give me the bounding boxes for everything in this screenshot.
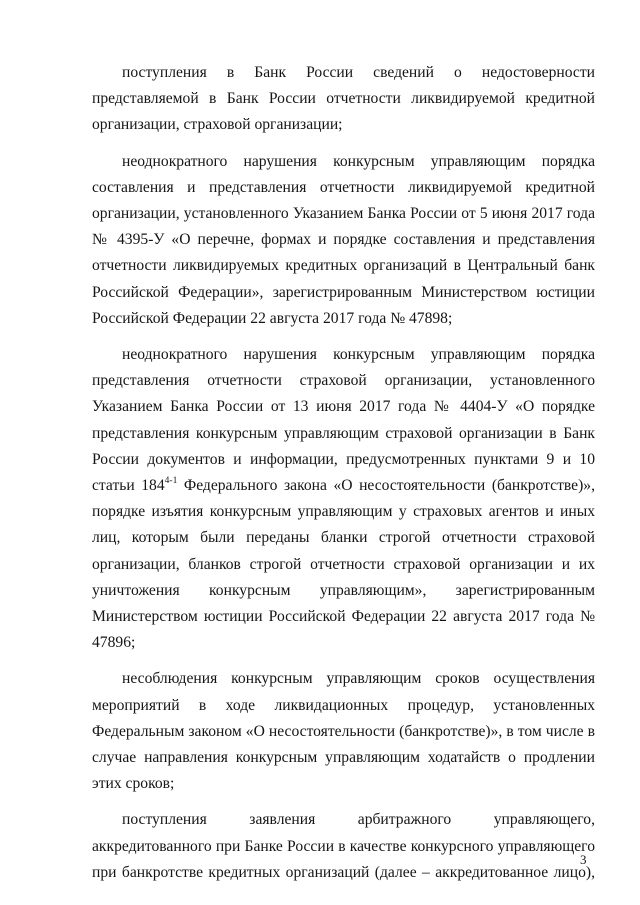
paragraph-3-before-superscript: неоднократного нарушения конкурсным управляющим порядка представления отчетности страховой организации, установленного Указанием Банка России от 13 июня 2017 года № 4404-У «О порядке представления конкурсным управляющим страховой организации в Банк России документов и информации, предусмотренных пунктами 9 и 10 статьи 184: [92, 346, 595, 495]
document-body: [92, 60, 595, 896]
paragraph-insurance-reporting-violation: [92, 342, 595, 656]
page-number: 3: [580, 852, 587, 867]
paragraph-manager-application: поступления заявления арбитражного управляющего, аккредитованного при Банке России в качестве конкурсного управляющего при банкротстве кредитных организаций (далее – аккредитованное лицо),: [92, 811, 595, 881]
paragraph-deadline-noncompliance: несоблюдения конкурсным управляющим сроков осуществления мероприятий в ходе ликвидационных процедур, установленных Федеральным законом «О несостоятельности (банкротстве)», в том числе в случае направления конкурсным управляющим ходатайств о продлении этих сроков;: [92, 670, 595, 793]
paragraph-reporting-unreliable: поступления в Банк России сведений о недостоверности представляемой в Банк России отчетности ликвидируемой кредитной организации, страховой организации;: [92, 64, 595, 134]
article-superscript: 4-1: [164, 475, 178, 486]
paragraph-credit-reporting-violation: неоднократного нарушения конкурсным управляющим порядка составления и представления отчетности ликвидируемой кредитной организации, установленного Указанием Банка России от 5 июня 2017 года № 4395-У «О перечне, формах и порядке составления и представления отчетности ликвидируемых кредитных организаций в Центральный банк Российской Федерации», зарегистрированным Министерством юстиции Российской Федерации 22 августа 2017 года № 47898;: [92, 152, 595, 327]
paragraph-3-after-superscript: Федерального закона «О несостоятельности (банкротстве)», порядке изъятия конкурсным управляющим у страховых агентов и иных лиц, которым были переданы бланки строгой отчетности страховой организации, бланков строгой отчетности страховой организации и их уничтожения конкурсным управляющим», зарегистрированным Министерством юстиции Российской Федерации 22 августа 2017 года № 47896;: [92, 477, 595, 652]
